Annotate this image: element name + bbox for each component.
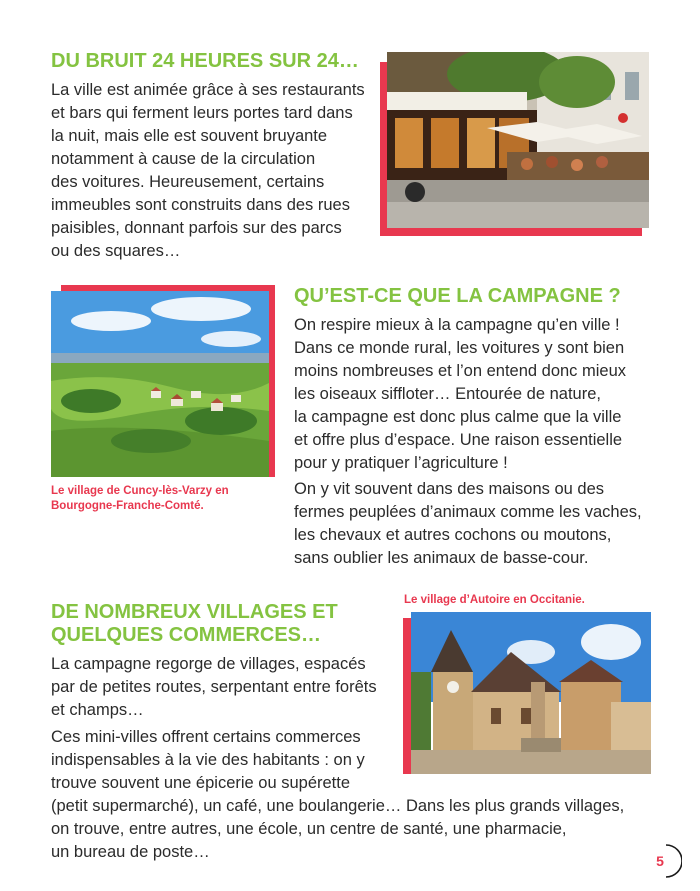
section-title-campagne: QU’EST-CE QUE LA CAMPAGNE ? [294,285,621,307]
caption-cuncy: Le village de Cuncy-lès-Varzy en Bourgogne-Franche-Comté. [51,485,229,512]
photo-village-cuncy-image [51,291,269,477]
photo-cafe-terrace [380,52,644,236]
paragraph-villages-2: Ces mini-villes offrent certains commerces indispensables à la vie des habitants : on y trouve souvent une épicerie ou supérette (petit supermarché), un café, une boulangerie… Dans les plus grands villages, on trouve, entre autres, une école, un centre de santé, une pharmacie, un bureau de poste… [51,728,625,861]
photo-cafe-image [387,52,649,228]
caption-autoire: Le village d’Autoire en Occitanie. [404,594,585,606]
section-title-bruit: DU BRUIT 24 HEURES SUR 24… [51,50,359,72]
paragraph-villages-1: La campagne regorge de villages, espacés par de petites routes, serpentant entre forêts et champs… [51,655,377,719]
paragraph-bruit: La ville est animée grâce à ses restaurants et bars qui ferment leurs portes tard dans la nuit, mais elle est souvent bruyante notamment à cause de la circulation des voitures. Heureusement, certains immeubles sont construits dans des rues paisibles, donnant parfois sur des parcs ou des squares… [51,81,365,260]
page-number: 5 [646,843,682,879]
paragraph-campagne-2: On y vit souvent dans des maisons ou des fermes peuplées d’animaux comme les vaches, les chevaux et autres cochons ou moutons, sans oublier les animaux de basse-cour. [294,480,642,567]
photo-village-cuncy [51,285,275,477]
section-title-villages: DE NOMBREUX VILLAGES ET QUELQUES COMMERCES… [51,601,338,646]
paragraph-campagne-1: On respire mieux à la campagne qu’en ville ! Dans ce monde rural, les voitures y sont bien moins nombreuses et l’on entend donc mieux les oiseaux siffloter… Entourée de nature, la campagne est donc plus calme que la ville et offre plus d’espace. Une raison essentielle pour y pratiquer l’agriculture ! [294,316,627,472]
photo-village-autoire [403,612,651,774]
photo-village-autoire-image [411,612,651,774]
